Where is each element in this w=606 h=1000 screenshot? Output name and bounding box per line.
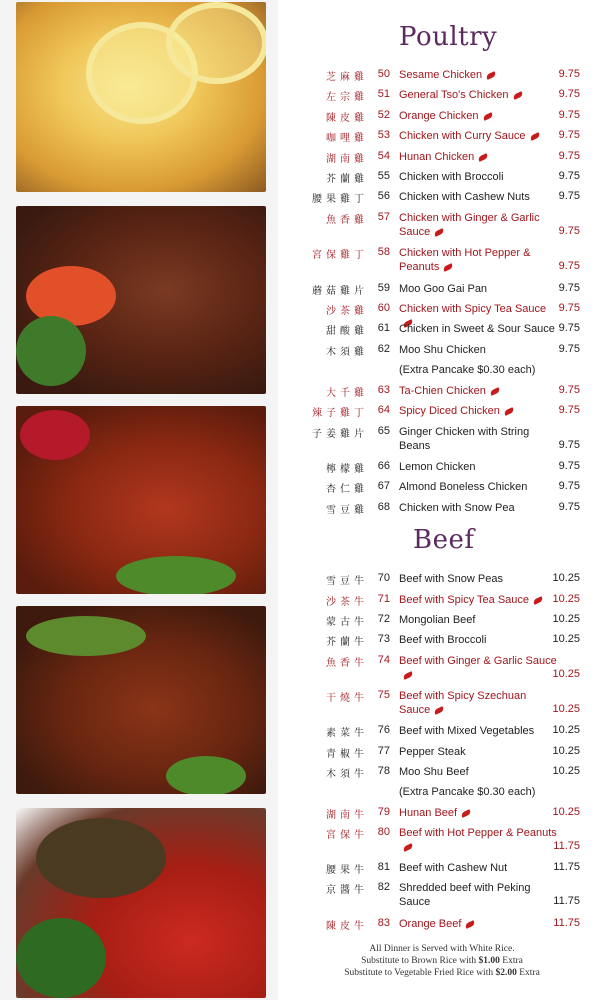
hot-pepper-icon bbox=[486, 71, 497, 80]
item-chinese-name: 木須牛 bbox=[326, 769, 368, 780]
item-name: Beef with Spicy Tea Sauce bbox=[399, 594, 530, 606]
item-chinese-name: 腰果牛 bbox=[326, 865, 368, 876]
item-price: 9.75 bbox=[558, 88, 580, 100]
item-name: Beef with Broccoli bbox=[399, 634, 487, 646]
item-price: 9.75 bbox=[558, 150, 580, 162]
item-name: Beef with Mixed Vegetables bbox=[399, 725, 535, 737]
item-number: 59 bbox=[377, 282, 390, 294]
item-price: 9.75 bbox=[558, 68, 580, 80]
footer-line-2: Substitute to Brown Rice with $1.00 Extra bbox=[361, 956, 523, 966]
item-number: 78 bbox=[377, 765, 390, 777]
item-chinese-name: 芥蘭雞 bbox=[326, 174, 368, 185]
item-chinese-name: 子姜雞片 bbox=[312, 429, 368, 440]
item-chinese-name: 杏仁雞 bbox=[326, 484, 368, 495]
item-name: Sesame Chicken bbox=[399, 69, 483, 81]
item-chinese-name: 芥蘭牛 bbox=[326, 637, 368, 648]
item-chinese-name: 辣子雞丁 bbox=[312, 408, 368, 419]
item-price: 9.75 bbox=[558, 404, 580, 416]
item-number: 73 bbox=[377, 633, 390, 645]
item-number: 51 bbox=[377, 88, 390, 100]
hot-pepper-icon bbox=[503, 407, 514, 416]
item-number: 61 bbox=[377, 322, 390, 334]
beef-section-title: Beef bbox=[413, 525, 475, 555]
item-name: Chicken with Ginger & Garlic Sauce bbox=[399, 212, 540, 238]
item-number: 57 bbox=[377, 211, 390, 223]
hot-pepper-icon bbox=[402, 671, 413, 680]
item-chinese-name: 咖哩雞 bbox=[326, 133, 368, 144]
item-number: 64 bbox=[377, 404, 390, 416]
item-name: Chicken with Cashew Nuts bbox=[399, 191, 530, 203]
item-price: 10.25 bbox=[552, 745, 580, 757]
hot-pepper-icon bbox=[465, 920, 476, 929]
item-number: 62 bbox=[377, 343, 390, 355]
item-chinese-name: 陳皮雞 bbox=[326, 113, 368, 124]
shredded-beef-photo bbox=[16, 808, 266, 998]
hot-pepper-icon bbox=[402, 843, 413, 852]
item-name: Chicken with Hot Pepper & Peanuts bbox=[399, 247, 531, 273]
item-price: 10.25 bbox=[552, 765, 580, 777]
item-price: 10.25 bbox=[552, 593, 580, 605]
hot-pepper-icon bbox=[443, 263, 454, 272]
item-name: Beef with Ginger & Garlic Sauce bbox=[399, 655, 557, 667]
item-price: 9.75 bbox=[558, 501, 580, 513]
item-number: 53 bbox=[377, 129, 390, 141]
poultry-section-title: Poultry bbox=[399, 22, 498, 52]
item-number: 68 bbox=[377, 501, 390, 513]
item-price: 10.25 bbox=[552, 613, 580, 625]
item-name: Moo Shu Beef bbox=[399, 766, 469, 778]
item-name: Ginger Chicken with String Beans bbox=[399, 426, 530, 452]
footer-line-3: Substitute to Vegetable Fried Rice with $2.00 Extra bbox=[344, 968, 540, 978]
item-chinese-name: 素菜牛 bbox=[326, 728, 368, 739]
item-number: 60 bbox=[377, 302, 390, 314]
item-number: 81 bbox=[377, 861, 390, 873]
item-name: Almond Boneless Chicken bbox=[399, 481, 528, 493]
hot-pepper-icon bbox=[434, 706, 445, 715]
hot-pepper-icon bbox=[489, 387, 500, 396]
beef-dish-photo bbox=[16, 206, 266, 394]
item-chinese-name: 甜酸雞 bbox=[326, 326, 368, 337]
item-number: 58 bbox=[377, 246, 390, 258]
item-name: Chicken with Spicy Tea Sauce bbox=[399, 303, 547, 315]
item-chinese-name: 湖南牛 bbox=[326, 810, 368, 821]
item-price: 9.75 bbox=[558, 343, 580, 355]
item-number: 76 bbox=[377, 724, 390, 736]
item-name: Beef with Cashew Nut bbox=[399, 862, 508, 874]
item-number: 63 bbox=[377, 384, 390, 396]
hot-pepper-icon bbox=[512, 91, 523, 100]
hot-pepper-icon bbox=[529, 132, 540, 141]
item-number: 71 bbox=[377, 593, 390, 605]
item-name: Beef with Hot Pepper & Peanuts bbox=[399, 827, 557, 839]
item-price: 9.75 bbox=[558, 439, 580, 451]
item-chinese-name: 沙茶雞 bbox=[326, 306, 368, 317]
item-chinese-name: 宮保雞丁 bbox=[312, 250, 368, 261]
item-price: 11.75 bbox=[553, 895, 580, 907]
item-price: 9.75 bbox=[558, 302, 580, 314]
lemon-chicken-photo bbox=[16, 2, 266, 192]
item-number: 66 bbox=[377, 460, 390, 472]
item-number: 50 bbox=[377, 68, 390, 80]
hot-pepper-icon bbox=[434, 228, 445, 237]
item-price: 10.25 bbox=[552, 633, 580, 645]
item-price: 9.75 bbox=[558, 384, 580, 396]
item-price: 9.75 bbox=[558, 129, 580, 141]
item-number: 80 bbox=[377, 826, 390, 838]
hot-pepper-icon bbox=[482, 112, 493, 121]
item-price: 9.75 bbox=[558, 170, 580, 182]
hot-pepper-icon bbox=[461, 809, 472, 818]
hot-pepper-icon bbox=[478, 153, 489, 162]
item-number: 82 bbox=[377, 881, 390, 893]
item-number: 72 bbox=[377, 613, 390, 625]
item-name: Hunan Chicken bbox=[399, 151, 475, 163]
item-number: 83 bbox=[377, 917, 390, 929]
item-number: 56 bbox=[377, 190, 390, 202]
item-chinese-name: 芝麻雞 bbox=[326, 72, 368, 83]
item-chinese-name: 沙茶牛 bbox=[326, 597, 368, 608]
item-chinese-name: 干燒牛 bbox=[326, 693, 368, 704]
item-name: (Extra Pancake $0.30 each) bbox=[399, 364, 536, 376]
item-number: 79 bbox=[377, 806, 390, 818]
item-number: 52 bbox=[377, 109, 390, 121]
item-chinese-name: 雪豆牛 bbox=[326, 576, 368, 587]
item-price: 9.75 bbox=[558, 460, 580, 472]
item-price: 11.75 bbox=[553, 917, 580, 929]
item-name: General Tso's Chicken bbox=[399, 89, 509, 101]
item-name: Moo Shu Chicken bbox=[399, 344, 486, 356]
item-number: 55 bbox=[377, 170, 390, 182]
item-name: Ta-Chien Chicken bbox=[399, 385, 486, 397]
item-chinese-name: 木須雞 bbox=[326, 347, 368, 358]
item-chinese-name: 蘑菇雞片 bbox=[312, 286, 368, 297]
rice-note bbox=[278, 943, 606, 979]
item-chinese-name: 魚香牛 bbox=[326, 658, 368, 669]
item-name: Beef with Snow Peas bbox=[399, 573, 503, 585]
item-price: 9.75 bbox=[558, 109, 580, 121]
item-number: 65 bbox=[377, 425, 390, 437]
item-name: (Extra Pancake $0.30 each) bbox=[399, 786, 536, 798]
item-price: 10.25 bbox=[552, 703, 580, 715]
item-chinese-name: 蒙古牛 bbox=[326, 617, 368, 628]
item-name: Beef with Spicy Szechuan Sauce bbox=[399, 690, 527, 716]
item-name: Chicken with Broccoli bbox=[399, 171, 504, 183]
sesame-chicken-photo bbox=[16, 606, 266, 794]
item-price: 9.75 bbox=[558, 260, 580, 272]
item-chinese-name: 陳皮牛 bbox=[326, 921, 368, 932]
item-name: Pepper Steak bbox=[399, 746, 466, 758]
item-name: Spicy Diced Chicken bbox=[399, 405, 500, 417]
item-chinese-name: 魚香雞 bbox=[326, 215, 368, 226]
item-price: 9.75 bbox=[558, 282, 580, 294]
item-chinese-name: 雪豆雞 bbox=[326, 505, 368, 516]
item-price: 10.25 bbox=[552, 572, 580, 584]
item-price: 10.25 bbox=[552, 724, 580, 736]
item-chinese-name: 湖南雞 bbox=[326, 154, 368, 165]
item-name: Moo Goo Gai Pan bbox=[399, 283, 488, 295]
item-price: 9.75 bbox=[558, 190, 580, 202]
item-price: 9.75 bbox=[558, 322, 580, 334]
item-name: Chicken in Sweet & Sour Sauce bbox=[399, 323, 555, 335]
item-price: 11.75 bbox=[553, 861, 580, 873]
item-chinese-name: 大千雞 bbox=[326, 388, 368, 399]
item-price: 9.75 bbox=[558, 225, 580, 237]
item-name: Orange Chicken bbox=[399, 110, 479, 122]
item-name: Lemon Chicken bbox=[399, 461, 476, 473]
item-price: 11.75 bbox=[553, 840, 580, 852]
item-price: 10.25 bbox=[552, 806, 580, 818]
item-name: Shredded beef with Peking Sauce bbox=[399, 882, 531, 908]
item-number: 67 bbox=[377, 480, 390, 492]
item-name: Chicken with Curry Sauce bbox=[399, 130, 526, 142]
item-number: 74 bbox=[377, 654, 390, 666]
photo-column bbox=[0, 0, 278, 1000]
item-price: 10.25 bbox=[552, 668, 580, 680]
item-number: 77 bbox=[377, 745, 390, 757]
item-number: 54 bbox=[377, 150, 390, 162]
item-chinese-name: 京醬牛 bbox=[326, 885, 368, 896]
item-chinese-name: 檸檬雞 bbox=[326, 464, 368, 475]
item-chinese-name: 左宗雞 bbox=[326, 92, 368, 103]
item-name: Mongolian Beef bbox=[399, 614, 476, 626]
item-chinese-name: 腰果雞丁 bbox=[312, 194, 368, 205]
footer-line-1: All Dinner is Served with White Rice. bbox=[369, 944, 515, 954]
item-name: Hunan Beef bbox=[399, 807, 458, 819]
item-number: 70 bbox=[377, 572, 390, 584]
item-chinese-name: 宮保牛 bbox=[326, 830, 368, 841]
item-price: 9.75 bbox=[558, 480, 580, 492]
orange-chicken-photo bbox=[16, 406, 266, 594]
item-name: Orange Beef bbox=[399, 918, 462, 930]
hot-pepper-icon bbox=[532, 596, 543, 605]
item-name: Chicken with Snow Pea bbox=[399, 502, 515, 514]
item-number: 75 bbox=[377, 689, 390, 701]
menu-listing bbox=[278, 0, 606, 1000]
item-chinese-name: 青椒牛 bbox=[326, 749, 368, 760]
